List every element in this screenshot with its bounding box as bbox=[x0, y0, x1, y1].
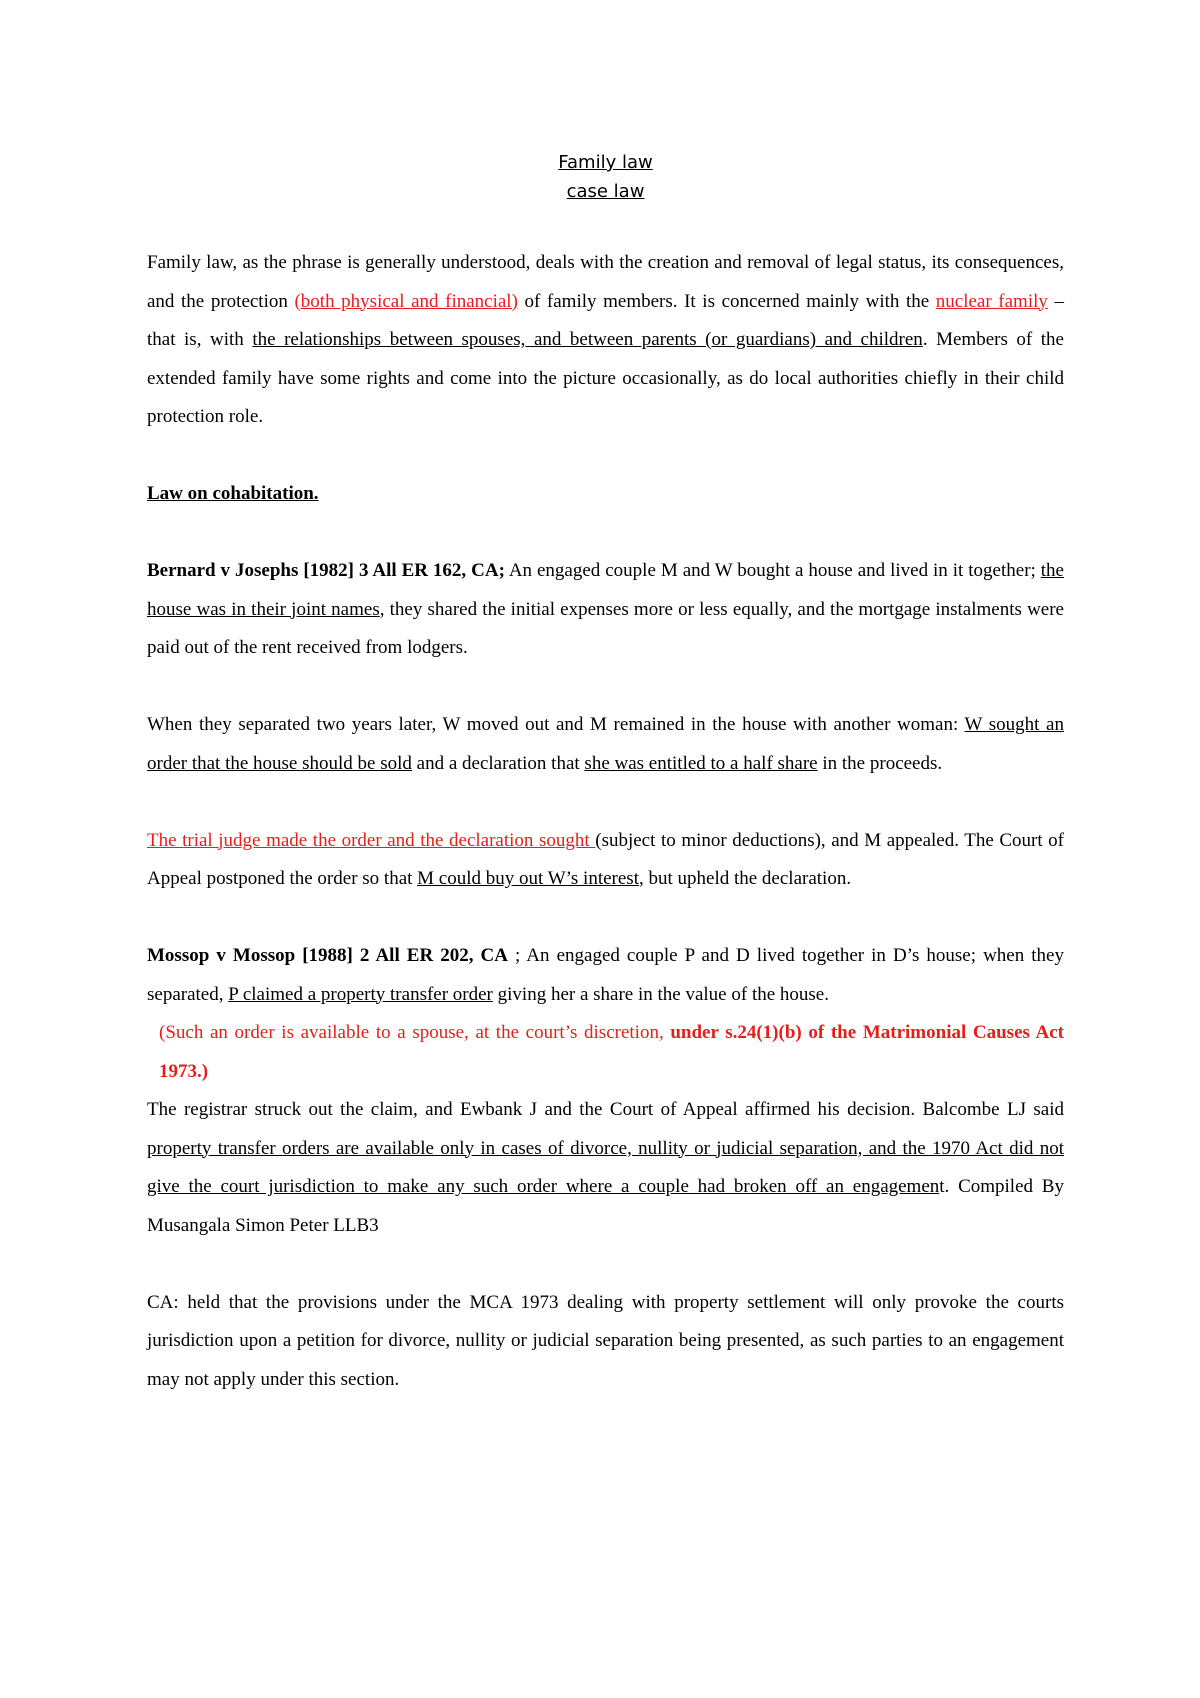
mossop-paragraph: Mossop v Mossop [1988] 2 All ER 202, CA ; An engaged couple P and D lived together in D’s house; when they separated, P claimed a property transfer order giving her a share in the value of the house. bbox=[147, 945, 1064, 1005]
document-body bbox=[147, 148, 1064, 1399]
case-name-bernard: Bernard v Josephs [1982] 3 All ER 162, CA; bbox=[147, 560, 505, 581]
document-subtitle: case law bbox=[566, 181, 645, 202]
highlight-trial-judge: The trial judge made the order and the declaration sought bbox=[147, 829, 596, 851]
heading-cohabitation: Law on cohabitation. bbox=[147, 483, 319, 504]
intro-paragraph: Family law, as the phrase is generally understood, deals with the creation and removal of legal status, its consequences, and the protection (both physical and financial) of family members. It is concerned mainly with the nuclear family – that is, with the relationships between spouses, and between parents (or guardians) and children. Members of the extended family have some rights and come into the picture occasionally, as do local authorities chiefly in their child protection role. bbox=[147, 252, 1064, 427]
highlight-physical-financial: (both physical and financial) bbox=[294, 290, 518, 312]
document-title: Family law bbox=[558, 152, 653, 173]
statute-reference: under s.24(1)(b) of the Matrimonial Causes Act 1973.) bbox=[159, 1022, 1064, 1082]
highlight-nuclear-family: nuclear family bbox=[935, 290, 1048, 312]
underline-relationships: the relationships between spouses, and between parents (or guardians) and children bbox=[252, 329, 923, 350]
ca-held-paragraph: CA: held that the provisions under the MCA 1973 dealing with property settlement will only provoke the courts jurisdiction upon a petition for divorce, nullity or judicial separation being presented, as such parties to an engagement may not apply under this section. bbox=[147, 1291, 1064, 1390]
registrar-paragraph: The registrar struck out the claim, and Ewbank J and the Court of Appeal affirmed his decision. Balcombe LJ said property transfer orders are available only in cases of divorce, nullity or judicial separation, and the 1970 Act did not give the court jurisdiction to make any such order where a couple had broken off an engagement. Compiled By Musangala Simon Peter LLB3 bbox=[147, 1099, 1064, 1236]
trial-paragraph: The trial judge made the order and the declaration sought (subject to minor deductions), and M appealed. The Court of Appeal postponed the order so that M could buy out W’s interest, but upheld the declaration. bbox=[147, 829, 1065, 889]
separation-paragraph: When they separated two years later, W moved out and M remained in the house with another woman: W sought an order that the house should be sold and a declaration that she was entitled to a half share in the proceeds. bbox=[147, 714, 1064, 774]
case-name-mossop: Mossop v Mossop [1988] 2 All ER 202, CA bbox=[147, 945, 508, 966]
statute-note: (Such an order is available to a spouse, at the court’s discretion, under s.24(1)(b) of the Matrimonial Causes Act 1973.) bbox=[159, 1022, 1064, 1082]
bernard-paragraph: Bernard v Josephs [1982] 3 All ER 162, CA; An engaged couple M and W bought a house and lived in it together; the house was in their joint names, they shared the initial expenses more or less equally, and the mortgage instalments were paid out of the rent received from lodgers. bbox=[147, 560, 1064, 658]
